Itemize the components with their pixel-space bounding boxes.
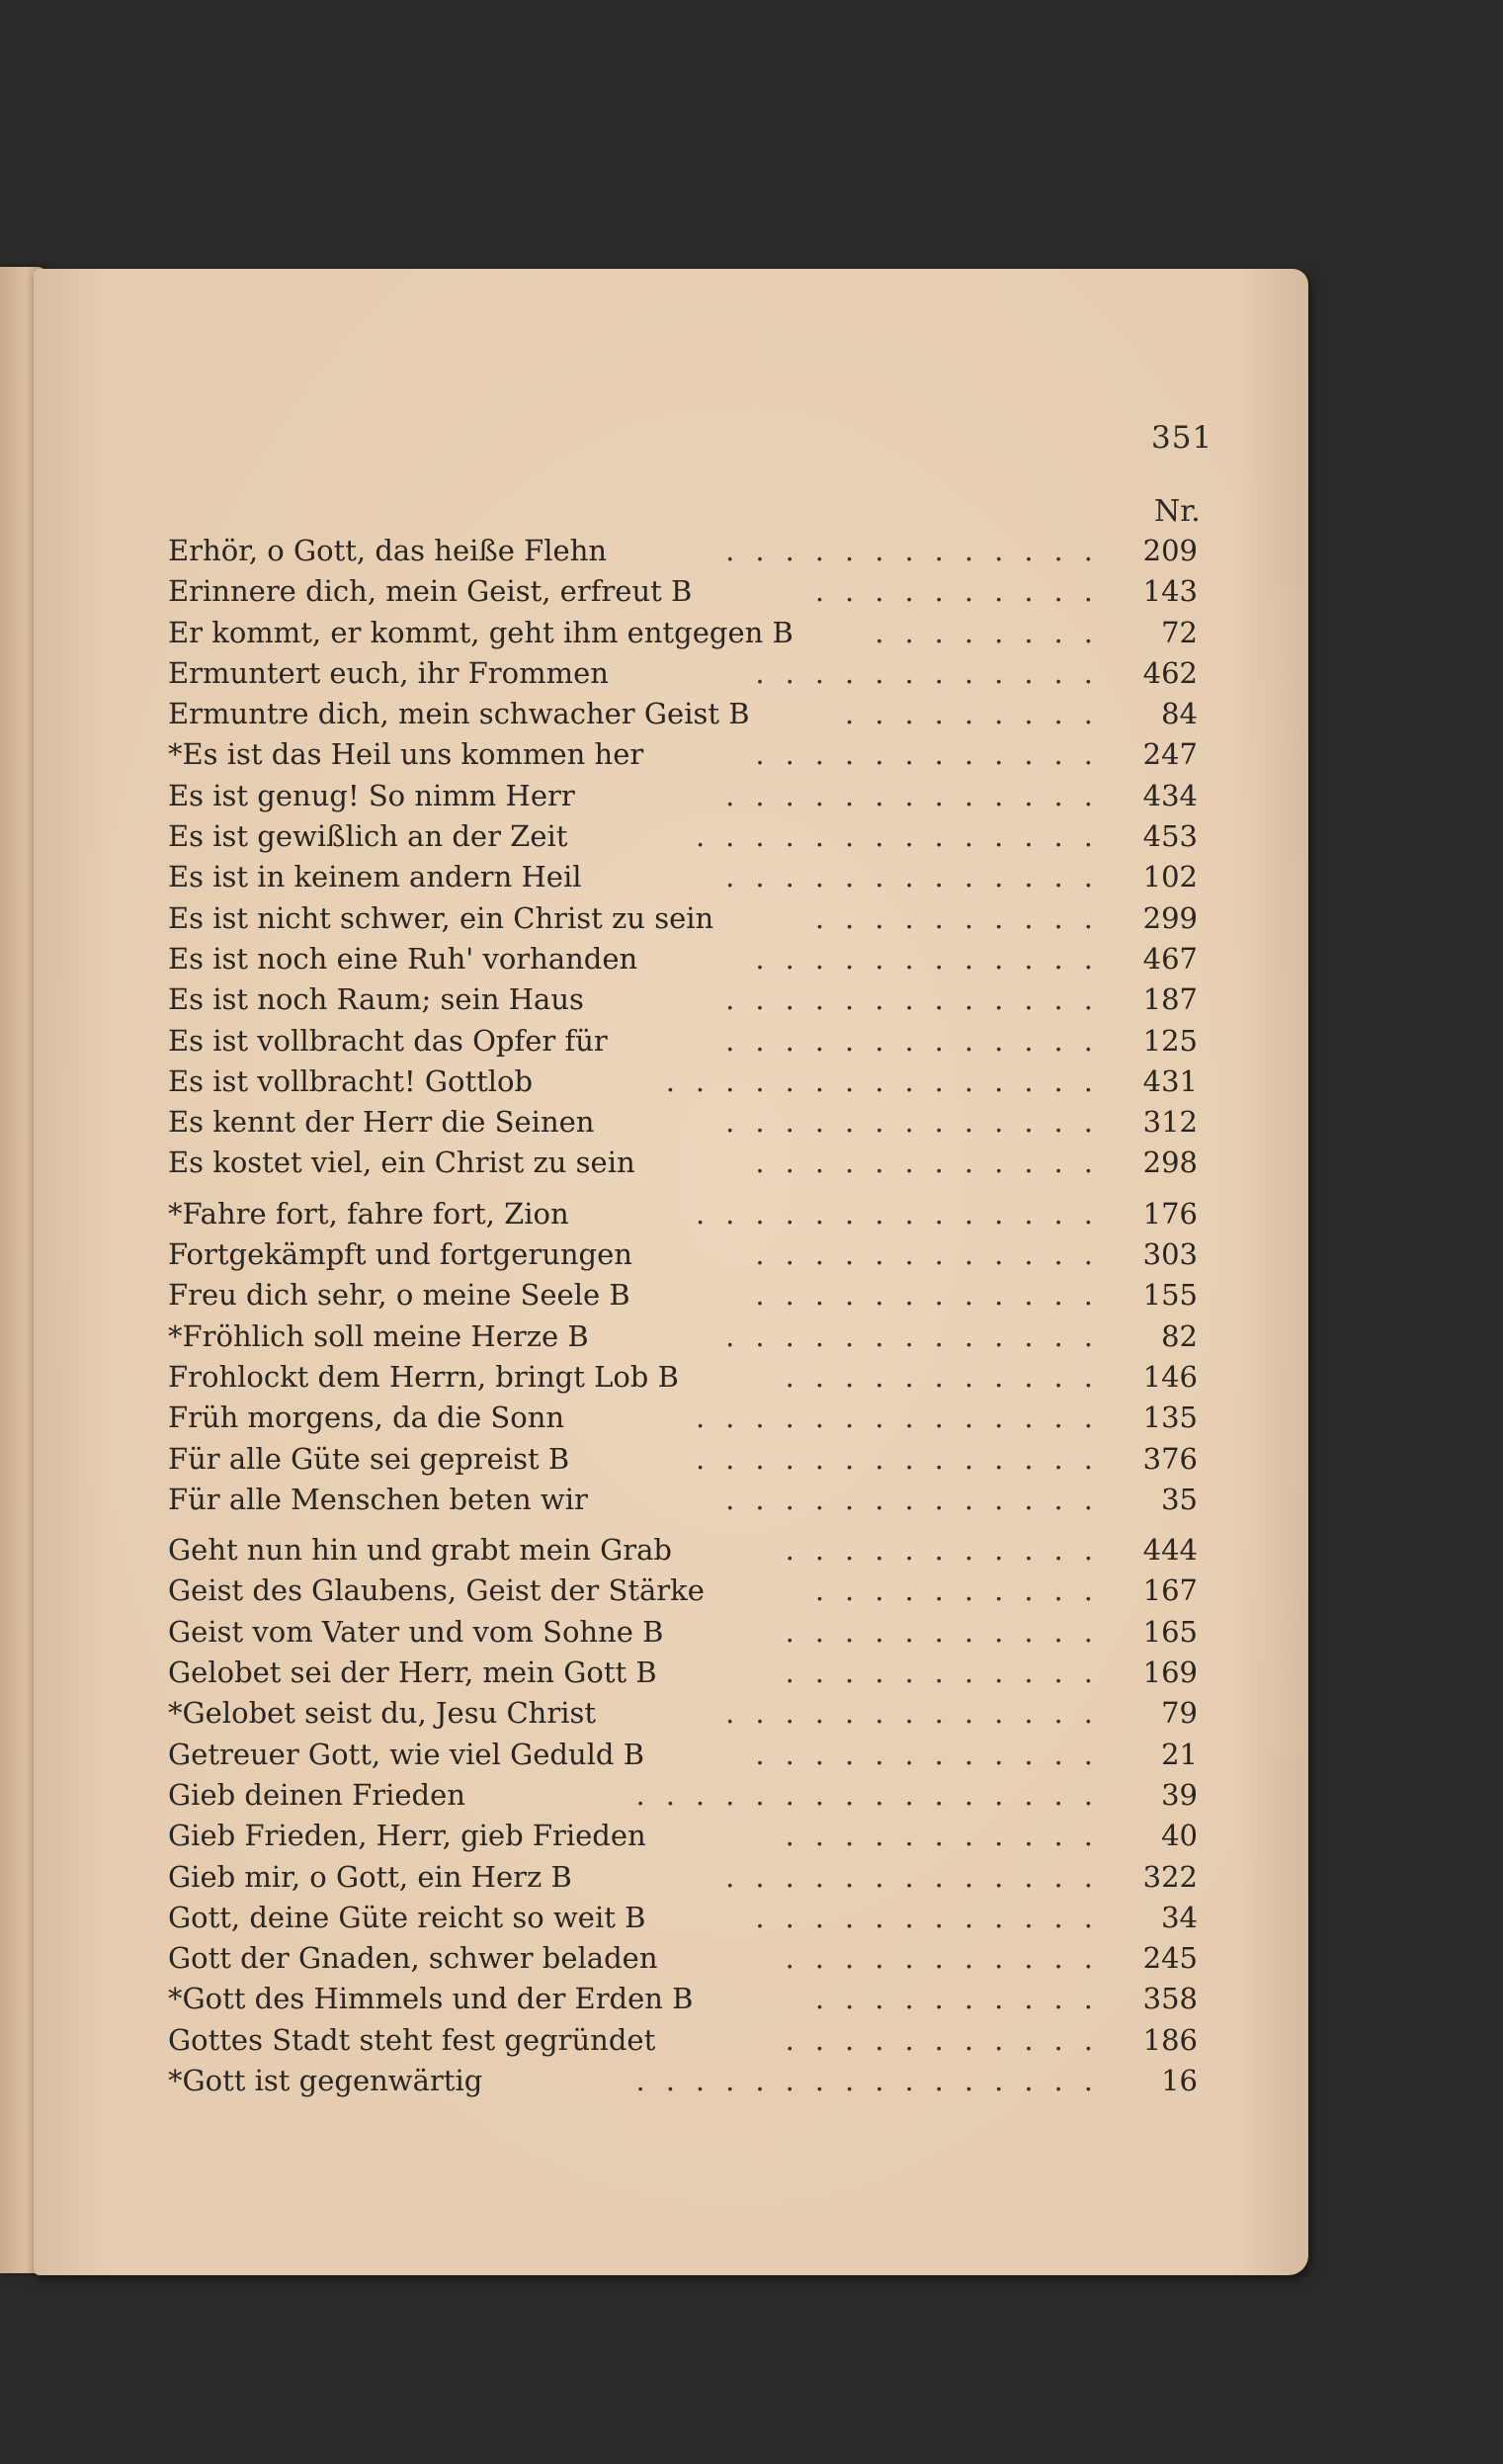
dot-leader: ............ [755,1737,1114,1771]
dot-leader: ............ [755,737,1114,772]
dot-leader: ............. [725,1023,1114,1058]
hymn-number: 298 [1142,1146,1198,1180]
hymn-number: 169 [1142,1656,1198,1690]
hymn-title: *Gott des Himmels und der Erden B [168,1982,694,2016]
hymn-title: Er kommt, er kommt, geht ihm entgegen B [168,615,793,649]
index-entry [168,1571,1208,1611]
dot-leader: .......... [814,1982,1114,2016]
index-entry [168,1062,1208,1102]
hymn-title: Gieb deinen Frieden [168,1777,465,1812]
dot-leader: ......... [845,697,1114,731]
index-entry [168,979,1208,1020]
dot-leader: .............. [695,1196,1114,1231]
hymn-title: Geist vom Vater und vom Sohne B [168,1614,664,1649]
index-entry [168,613,1208,653]
hymn-number: 209 [1142,534,1198,567]
hymn-number: 247 [1142,737,1198,772]
hymn-title: Geht nun hin und grabt mein Grab [168,1533,672,1568]
hymn-number: 72 [1161,615,1198,649]
hymn-number: 102 [1142,860,1198,894]
index-entry [168,939,1208,979]
index-entry [168,653,1208,694]
hymn-title: Getreuer Gott, wie viel Geduld B [168,1737,645,1771]
index-entry [168,531,1208,571]
index-entry [168,857,1208,897]
index-entry [168,1275,1208,1316]
hymn-number: 21 [1161,1737,1198,1771]
hymn-title: Für alle Menschen beten wir [168,1482,588,1516]
hymn-number: 165 [1142,1614,1198,1649]
hymn-number: 135 [1142,1401,1198,1435]
index-entry [168,898,1208,939]
hymn-number: 322 [1142,1859,1198,1894]
hymn-title: Für alle Güte sei gepreist B [168,1441,570,1476]
index-entry [168,1480,1208,1520]
index-entry [168,1530,1208,1571]
dot-leader: .............. [695,1401,1114,1435]
index-entry [168,1612,1208,1653]
hymn-title: Gieb mir, o Gott, ein Herz B [168,1859,572,1894]
index-entry [168,1194,1208,1234]
dot-leader: ........... [785,1614,1114,1649]
hymn-title: Ermuntre dich, mein schwacher Geist B [168,697,750,731]
dot-leader: ............. [725,1482,1114,1516]
hymn-number: 146 [1142,1359,1198,1394]
dot-leader: ................ [635,1777,1114,1812]
hymn-title: Es ist vollbracht das Opfer für [168,1023,608,1058]
dot-leader: ................ [635,2063,1114,2097]
index-entry [168,1735,1208,1775]
index-entry [168,1317,1208,1357]
hymn-title: Gottes Stadt steht fest gegründet [168,2022,656,2057]
dot-leader: ............ [755,655,1114,690]
dot-leader: ............. [725,1105,1114,1140]
hymn-number: 376 [1142,1441,1198,1476]
index-entry [168,1898,1208,1938]
hymn-number: 125 [1142,1023,1198,1058]
hymn-number: 467 [1142,941,1198,976]
dot-leader: ........... [785,1819,1114,1853]
dot-leader: .............. [695,1441,1114,1476]
hymn-title: Es ist vollbracht! Gottlob [168,1063,534,1098]
index-entry [168,816,1208,857]
hymn-title: *Gott ist gegenwärtig [168,2063,483,2097]
dot-leader: ............. [725,778,1114,812]
index-entry [168,1357,1208,1398]
dot-leader: ........... [785,1656,1114,1690]
index-entry [168,734,1208,775]
hymn-number: 186 [1142,2022,1198,2057]
hymn-number: 299 [1142,900,1198,935]
hymn-title: Es ist nicht schwer, ein Christ zu sein [168,900,714,935]
hymn-title: Gelobet sei der Herr, mein Gott B [168,1656,657,1690]
hymn-title: Ermuntert euch, ihr Frommen [168,655,609,690]
index-entry [168,1816,1208,1856]
hymn-number: 34 [1161,1900,1198,1934]
index-entry [168,1857,1208,1898]
hymn-number: 444 [1142,1533,1198,1568]
dot-leader: ............. [725,860,1114,894]
hymn-number: 462 [1142,655,1198,690]
hymn-number: 431 [1142,1063,1198,1098]
hymn-title: Fortgekämpft und fortgerungen [168,1237,632,1272]
number-column-header: Nr. [1154,494,1201,529]
index-entry [168,1021,1208,1062]
dot-leader: ........ [875,615,1114,649]
dot-leader: ........... [785,1533,1114,1568]
hymn-number: 312 [1142,1105,1198,1140]
index-entry [168,1653,1208,1693]
index-entry [168,1693,1208,1734]
hymn-number: 453 [1142,819,1198,854]
dot-leader: ........... [785,2022,1114,2057]
hymn-title: *Es ist das Heil uns kommen her [168,737,644,772]
index-entry [168,1979,1208,2019]
dot-leader: ............... [665,1063,1114,1098]
hymn-number: 143 [1142,574,1198,609]
index-entry [168,1775,1208,1816]
hymn-title: Gott der Gnaden, schwer beladen [168,1941,658,1976]
hymn-title: Es ist genug! So nimm Herr [168,778,575,812]
hymn-title: Früh morgens, da die Sonn [168,1401,565,1435]
dot-leader: ............ [755,1900,1114,1934]
hymn-title: *Gelobet seist du, Jesu Christ [168,1696,597,1731]
dot-leader: ........... [785,1359,1114,1394]
hymn-title: Gott, deine Güte reicht so weit B [168,1900,646,1934]
hymn-title: Frohlockt dem Herrn, bringt Lob B [168,1359,679,1394]
hymn-title: *Fröhlich soll meine Herze B [168,1318,589,1353]
hymn-title: Es kennt der Herr die Seinen [168,1105,595,1140]
dot-leader: ............. [725,982,1114,1017]
dot-leader: ............. [725,534,1114,567]
hymn-number: 434 [1142,778,1198,812]
index-entry [168,1143,1208,1183]
index-entry [168,1102,1208,1143]
dot-leader: .............. [695,819,1114,854]
hymn-number: 358 [1142,1982,1198,2016]
hymn-index-list [168,531,1208,2101]
dot-leader: ............ [755,1278,1114,1313]
hymn-number: 84 [1161,697,1198,731]
index-entry [168,694,1208,734]
hymn-number: 39 [1161,1777,1198,1812]
hymn-title: Es ist in keinem andern Heil [168,860,582,894]
index-entry [168,2061,1208,2101]
dot-leader: ............. [725,1696,1114,1731]
index-entry [168,1439,1208,1480]
hymn-number: 40 [1161,1819,1198,1853]
dot-leader: ............. [725,1859,1114,1894]
dot-leader: ........... [785,1941,1114,1976]
index-entry [168,2020,1208,2061]
index-entry [168,1234,1208,1275]
hymn-number: 79 [1161,1696,1198,1731]
hymn-number: 16 [1161,2063,1198,2097]
hymn-number: 155 [1142,1278,1198,1313]
hymn-number: 176 [1142,1196,1198,1231]
dot-leader: .......... [814,1573,1114,1608]
dot-leader: ............ [755,941,1114,976]
dot-leader: .......... [814,574,1114,609]
dot-leader: ............. [725,1318,1114,1353]
hymn-title: Es ist noch Raum; sein Haus [168,982,584,1017]
page-number: 351 [1151,420,1213,456]
hymn-number: 303 [1142,1237,1198,1272]
hymn-number: 82 [1161,1318,1198,1353]
index-entry [168,1938,1208,1979]
index-entry [168,1398,1208,1438]
hymn-title: Erhör, o Gott, das heiße Flehn [168,534,608,567]
hymn-title: Gieb Frieden, Herr, gieb Frieden [168,1819,646,1853]
dot-leader: ............ [755,1237,1114,1272]
hymn-title: Freu dich sehr, o meine Seele B [168,1278,630,1313]
hymn-number: 35 [1161,1482,1198,1516]
hymn-title: Geist des Glaubens, Geist der Stärke [168,1573,705,1608]
hymn-title: *Fahre fort, fahre fort, Zion [168,1196,569,1231]
hymn-number: 245 [1142,1941,1198,1976]
hymn-number: 187 [1142,982,1198,1017]
hymn-title: Erinnere dich, mein Geist, erfreut B [168,574,693,609]
dot-leader: .......... [814,900,1114,935]
hymn-title: Es ist noch eine Ruh' vorhanden [168,941,638,976]
hymn-number: 167 [1142,1573,1198,1608]
index-entry [168,571,1208,612]
hymn-title: Es kostet viel, ein Christ zu sein [168,1146,635,1180]
index-entry [168,776,1208,816]
dot-leader: ............ [755,1146,1114,1180]
hymn-title: Es ist gewißlich an der Zeit [168,819,568,854]
